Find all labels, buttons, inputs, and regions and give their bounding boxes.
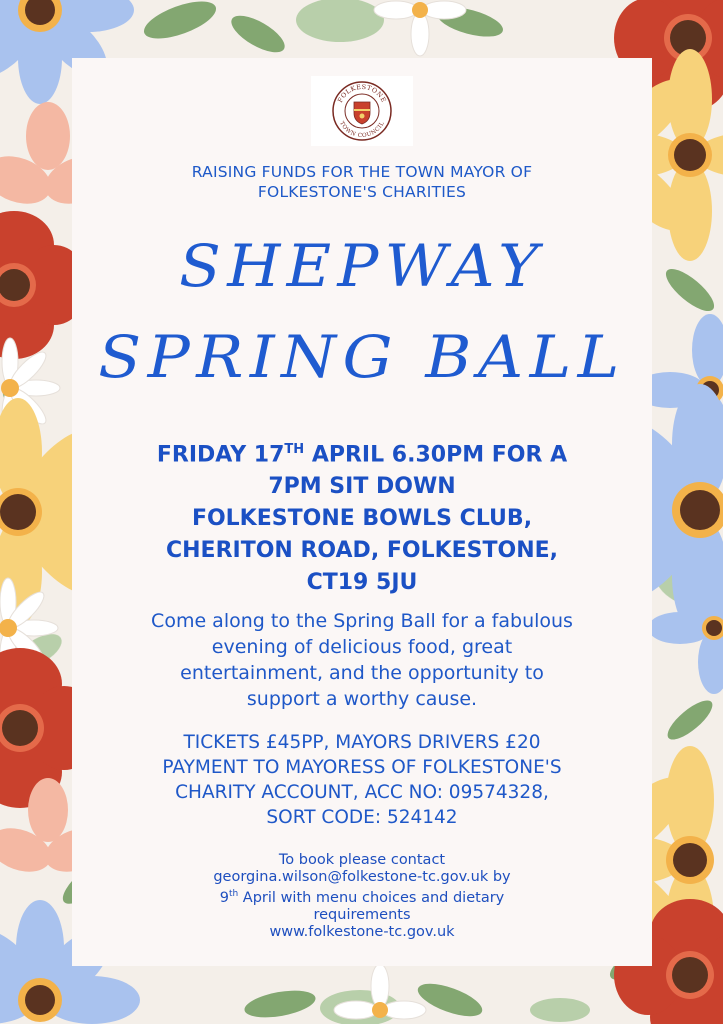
website-link: www.folkestone-tc.gov.uk: [269, 923, 455, 940]
crest-icon: [331, 80, 393, 142]
event-details: [72, 434, 652, 599]
payment-line: PAYMENT TO MAYORESS OF FOLKESTONE'S: [162, 757, 562, 778]
event-title-line-2: SPRING BALL: [98, 323, 626, 391]
town-council-logo: [311, 76, 413, 146]
date-suffix: TH: [284, 442, 305, 457]
address-line: CHERITON ROAD, FOLKESTONE,: [165, 538, 559, 564]
booking-contact: [72, 852, 652, 941]
event-description: [72, 608, 652, 712]
postcode-line: CT19 5JU: [306, 570, 418, 596]
description-line: Come along to the Spring Ball for a fabulous: [151, 610, 573, 632]
event-title-line-1: SHEPWAY: [179, 232, 545, 300]
subtitle-line: FOLKESTONE'S CHARITIES: [257, 183, 467, 201]
description-line: evening of delicious food, great: [211, 636, 513, 658]
contact-intro: To book please contact: [278, 852, 446, 868]
date-prefix: FRIDAY 17: [156, 442, 285, 468]
date-time-line: [72, 434, 652, 471]
ticket-info: [72, 730, 652, 830]
venue-line: FOLKESTONE BOWLS CLUB,: [191, 506, 533, 532]
description-line: support a worthy cause.: [246, 688, 478, 710]
sort-code-line: SORT CODE: 524142: [266, 807, 458, 828]
contact-email: georgina.wilson@folkestone-tc.gov.uk by: [213, 869, 511, 885]
subtitle-line: RAISING FUNDS FOR THE TOWN MAYOR OF: [191, 163, 533, 181]
deadline-day: 9: [219, 889, 229, 906]
fundraising-subtitle: [72, 162, 652, 202]
sit-down-line: 7PM SIT DOWN: [268, 474, 456, 500]
account-line: CHARITY ACCOUNT, ACC NO: 09574328,: [175, 782, 549, 803]
deadline-text: April with menu choices and dietary: [238, 889, 505, 906]
requirements-line: requirements: [313, 906, 411, 923]
logo-bottom-text: TOWN COUNCIL: [338, 120, 386, 140]
logo-top-text: FOLKESTONE: [336, 82, 388, 104]
deadline-suffix: th: [228, 889, 239, 899]
time-text: APRIL 6.30PM FOR A: [304, 442, 568, 468]
description-line: entertainment, and the opportunity to: [180, 662, 544, 684]
svg-text:FOLKESTONE: [336, 83, 388, 104]
ticket-price-line: TICKETS £45PP, MAYORS DRIVERS £20: [183, 732, 541, 753]
deadline-line: [72, 886, 652, 907]
